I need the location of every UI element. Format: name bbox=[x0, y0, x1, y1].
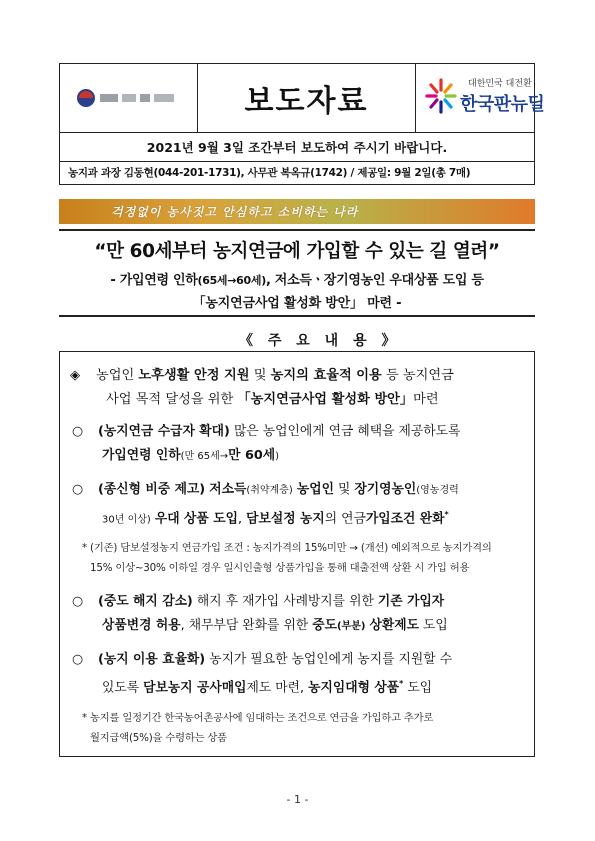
korean-new-deal-logo bbox=[416, 64, 545, 132]
slogan-banner bbox=[59, 199, 535, 224]
circle-bullet-icon: ○ bbox=[72, 482, 84, 497]
circle-bullet-icon: ○ bbox=[72, 594, 84, 609]
ministry-logo-cell bbox=[60, 64, 198, 132]
headline-subtitle-1: - 가입연령 인하(65세→60세), 저소득ㆍ장기영농인 우대상품 도입 등 bbox=[110, 273, 484, 288]
footnote-collateral-condition: * (기존) 담보설정농지 연금가입 조건 : 농지가격의 15%미만 → (개선) 예외적으로 농지가격의 15% 이상~30% 이하일 경우 일시인출형 상품가입을 통해 대출전액 상환 시 가입 허용 bbox=[82, 542, 492, 574]
list-item-early-termination: ○ (중도 해지 감소) 해지 후 재가입 사례방지를 위한 기존 가입자 상품변경 허용, 채무부담 완화를 위한 중도(부분) 상환제도 도입 bbox=[72, 590, 528, 639]
key-contents-heading: 《 주 요 내 용 》 bbox=[239, 333, 401, 349]
embargo-notice: 2021년 9월 3일 조간부터 보도하여 주시기 바랍니다. bbox=[60, 132, 534, 162]
contact-info: 농지과 과장 김동현(044-201-1731), 사무관 복옥규(1742) / 제공일: 9월 2일(총 7매) bbox=[68, 167, 471, 179]
press-release-title-cell bbox=[198, 64, 416, 132]
header-top-row bbox=[60, 64, 545, 133]
press-release-title: 보도자료 bbox=[244, 84, 369, 119]
ministry-logo-icon bbox=[76, 88, 188, 108]
press-header-table bbox=[59, 63, 545, 185]
new-deal-tagline: 대한민국 대전환 bbox=[468, 79, 532, 89]
headline-title: “만 60세부터 농지연금에 가입할 수 있는 길 열려” bbox=[94, 241, 500, 262]
list-item-lifetime-share: ○ (종신형 비중 제고) 저소득(취약계층) 농업인 및 장기영농인(영농경력 30년 이상) 우대 상품 도입, 담보설정 농지의 연금가입조건 완화* bbox=[72, 478, 528, 532]
list-item-recipient-expansion: ○ (농지연금 수급자 확대) 많은 농업인에게 연금 혜택을 제공하도록 가입연령 인하(만 65세→만 60세) bbox=[72, 420, 528, 469]
new-deal-star-icon bbox=[422, 76, 460, 116]
page-number: - 1 - bbox=[286, 793, 309, 806]
list-item-farmland-efficiency: ○ (농지 이용 효율화) 농지가 필요한 농업인에게 농지를 지원할 수 있도록 담보농지 공사매입제도 마련, 농지임대형 상품* 도입 bbox=[72, 648, 528, 700]
summary-paragraph: ◈ 농업인 노후생활 안정 지원 및 농지의 효율적 이용 등 농지연금 사업 목적 달성을 위한 「농지연금사업 활성화 방안」마련 bbox=[70, 364, 526, 412]
key-contents-box bbox=[59, 351, 535, 757]
slogan-text: 걱정없이 농사짓고 안심하고 소비하는 나라 bbox=[111, 205, 359, 219]
circle-bullet-icon: ○ bbox=[72, 424, 84, 439]
diamond-bullet-icon: ◈ bbox=[70, 368, 81, 383]
new-deal-wordmark: 한국판뉴딜 bbox=[460, 94, 545, 115]
footnote-lease-product: * 농지를 일정기간 한국농어촌공사에 임대하는 조건으로 연금을 가입하고 추가로 월지급액(5%)을 수령하는 상품 bbox=[82, 712, 434, 744]
headline-block bbox=[59, 229, 535, 317]
circle-bullet-icon: ○ bbox=[72, 652, 84, 667]
headline-subtitle-2: 「농지연금사업 활성화 방안」 마련 - bbox=[192, 296, 402, 311]
